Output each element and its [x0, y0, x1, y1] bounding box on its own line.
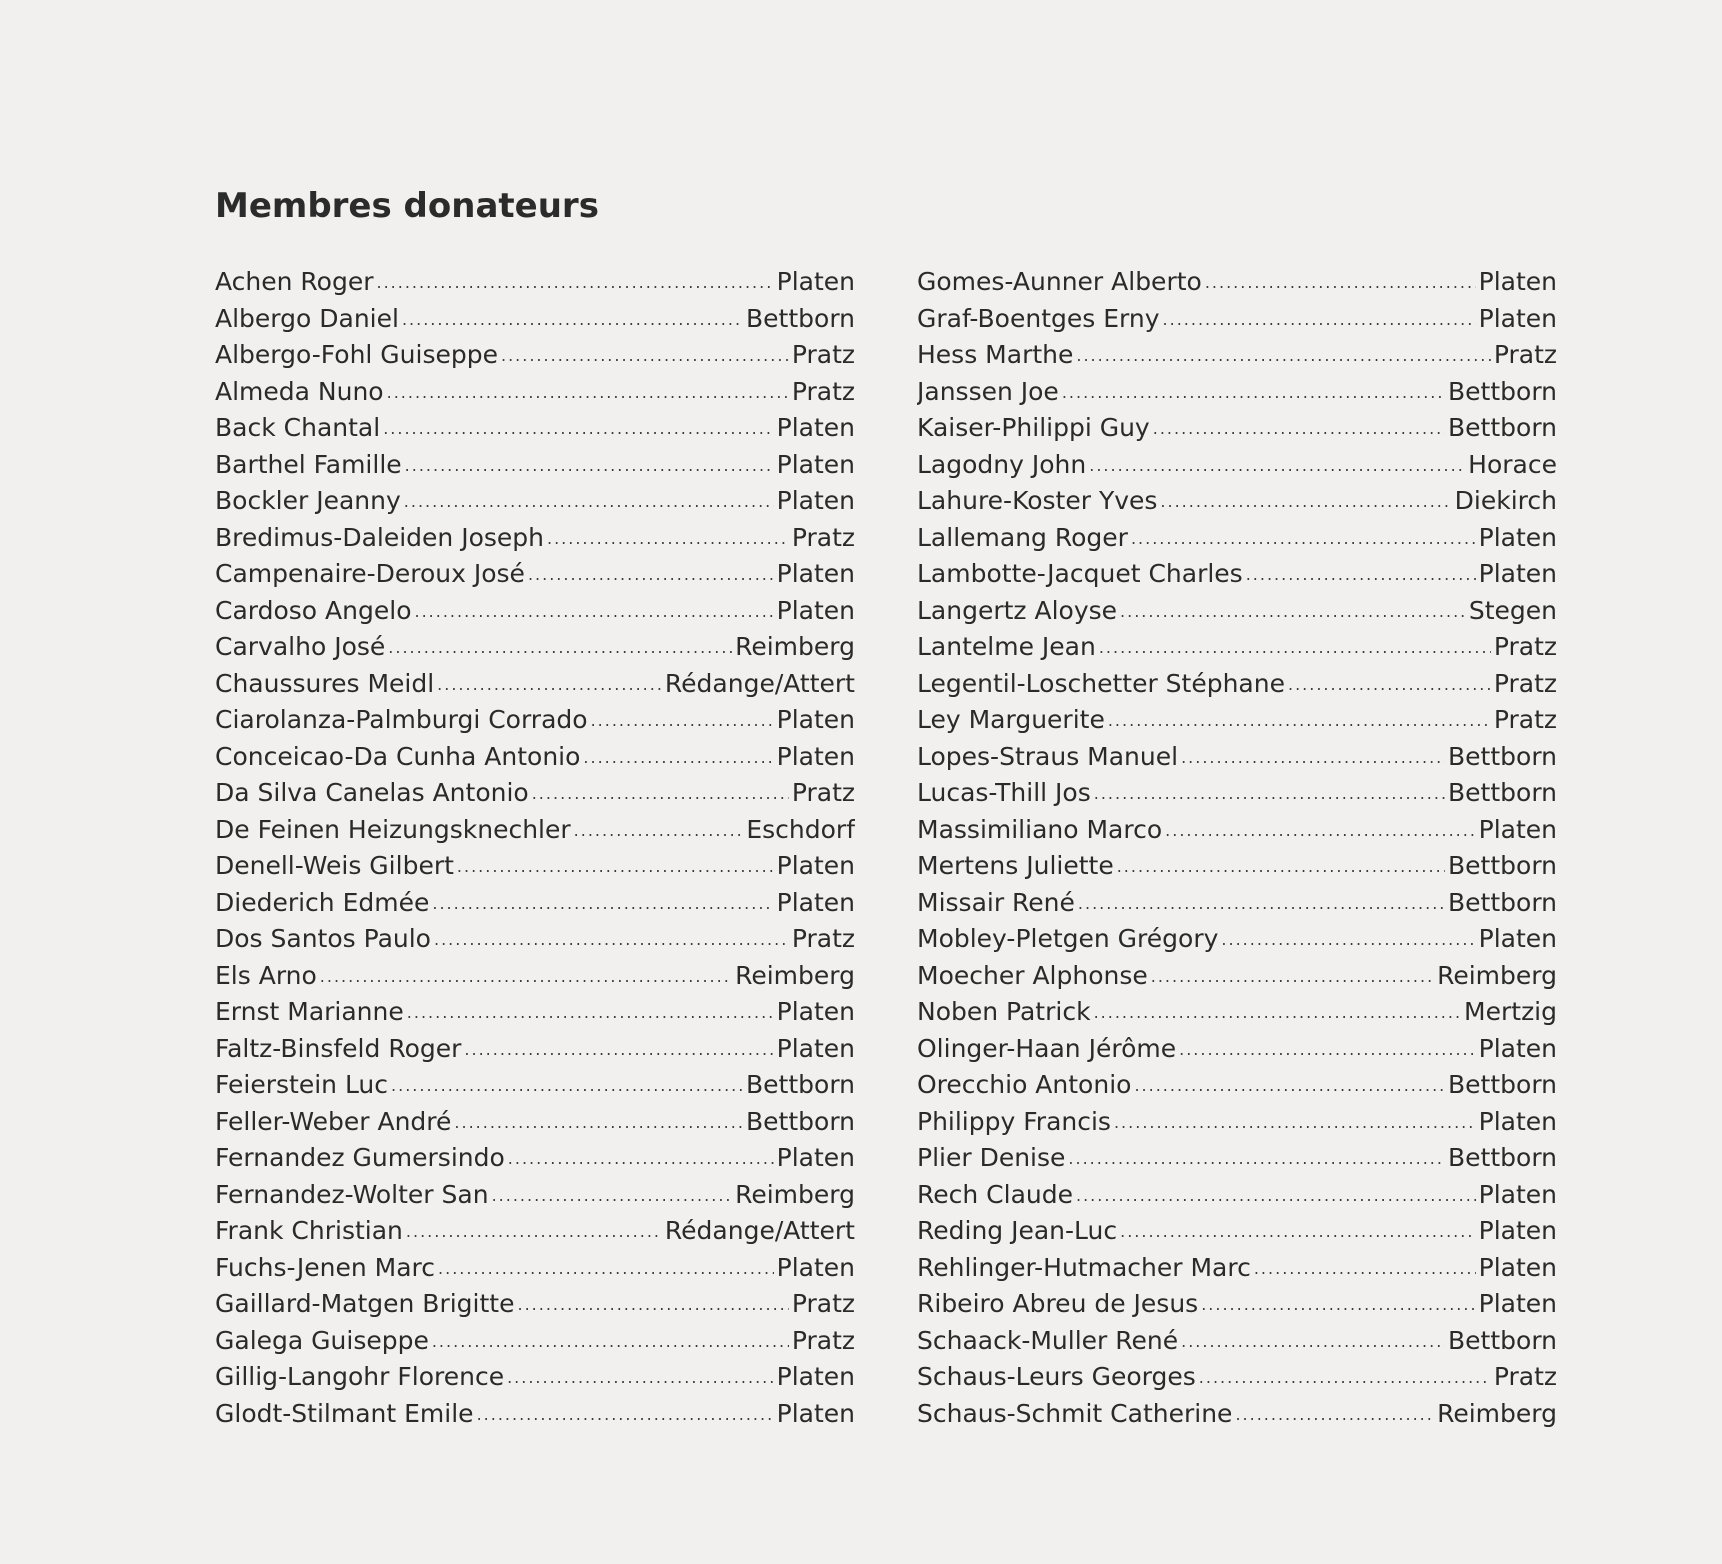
- dot-leader: [1117, 849, 1445, 885]
- dot-leader: [391, 1068, 743, 1104]
- dot-leader: [438, 1251, 774, 1287]
- donor-name: Lagodny John: [917, 449, 1087, 479]
- dot-leader: [406, 1214, 662, 1250]
- donor-row: [215, 739, 855, 776]
- donor-list-right-column: [917, 264, 1557, 1432]
- donor-row: [215, 374, 855, 411]
- dot-leader: [1151, 959, 1434, 995]
- dot-leader: [1205, 265, 1476, 301]
- donor-row: [917, 1177, 1557, 1214]
- dot-leader: [1131, 521, 1476, 557]
- donor-name: Lallemang Roger: [917, 522, 1128, 552]
- donor-list-left-column: [215, 264, 855, 1432]
- donor-name: Feierstein Luc: [215, 1070, 389, 1099]
- donor-name: Massimiliano Marco: [917, 814, 1163, 844]
- donor-name: Schaus-Schmit Catherine: [917, 1398, 1233, 1428]
- donor-name: Lucas-Thill Jos: [917, 778, 1091, 807]
- donor-name: Da Silva Canelas Antonio: [215, 778, 529, 807]
- dot-leader: [1062, 375, 1445, 411]
- donor-row: [917, 1213, 1557, 1250]
- donor-row: [917, 410, 1557, 447]
- donor-name: Noben Patrick: [917, 997, 1091, 1026]
- donor-locality: Platen: [776, 705, 855, 734]
- donor-name: Ley Marguerite: [917, 705, 1105, 734]
- donor-name: Carvalho José: [215, 632, 386, 661]
- donor-row: [917, 1250, 1557, 1287]
- dot-leader: [1089, 448, 1465, 484]
- donor-name: Bredimus-Daleiden Joseph: [215, 522, 544, 552]
- donor-row: [215, 812, 855, 849]
- dot-leader: [1165, 813, 1475, 849]
- dot-leader: [591, 703, 774, 739]
- dot-leader: [1235, 1397, 1434, 1433]
- donor-locality: Platen: [776, 595, 855, 625]
- donor-name: Philippy Francis: [917, 1106, 1111, 1136]
- donor-name: Almeda Nuno: [215, 376, 384, 406]
- dot-leader: [432, 886, 773, 922]
- donor-row: [215, 1177, 855, 1214]
- donor-row: [215, 885, 855, 922]
- dot-leader: [404, 484, 774, 520]
- dot-leader: [377, 265, 774, 301]
- donor-name: Campenaire-Deroux José: [215, 559, 525, 588]
- donor-name: Gaillard-Matgen Brigitte: [215, 1289, 515, 1318]
- donor-locality: Platen: [1478, 303, 1557, 333]
- donor-locality: Reimberg: [735, 1179, 855, 1209]
- dot-leader: [454, 1105, 743, 1141]
- donor-locality: Rédange/Attert: [664, 668, 855, 698]
- donor-locality: Mertzig: [1464, 997, 1557, 1026]
- donor-locality: Platen: [1478, 1216, 1557, 1245]
- donor-locality: Pratz: [791, 778, 855, 807]
- dot-leader: [1120, 1214, 1476, 1250]
- dot-leader: [1254, 1251, 1476, 1287]
- donor-row: [917, 921, 1557, 958]
- dot-leader: [508, 1141, 774, 1177]
- dot-leader: [407, 995, 774, 1031]
- dot-leader: [574, 813, 744, 849]
- donor-locality: Bettborn: [1448, 1070, 1557, 1099]
- donor-row: [917, 1031, 1557, 1068]
- dot-leader: [1199, 1360, 1491, 1396]
- donor-locality: Platen: [776, 851, 855, 880]
- dot-leader: [457, 849, 774, 885]
- dot-leader: [1108, 703, 1491, 739]
- donor-locality: Platen: [776, 1362, 855, 1391]
- donor-name: Fernandez Gumersindo: [215, 1143, 505, 1172]
- donor-row: [215, 337, 855, 374]
- donor-name: De Feinen Heizungsknechler: [215, 814, 571, 844]
- donor-row: [215, 301, 855, 338]
- donor-locality: Reimberg: [735, 960, 855, 990]
- donor-locality: Platen: [1478, 522, 1557, 552]
- donor-name: Lahure-Koster Yves: [917, 486, 1158, 515]
- dot-leader: [1120, 594, 1466, 630]
- donor-locality: Platen: [776, 741, 855, 771]
- donor-row: [917, 374, 1557, 411]
- donor-row: [917, 885, 1557, 922]
- dot-leader: [432, 1324, 789, 1360]
- donor-name: Conceicao-Da Cunha Antonio: [215, 741, 581, 771]
- donor-name: Langertz Aloyse: [917, 595, 1118, 625]
- donor-name: Legentil-Loschetter Stéphane: [917, 668, 1285, 698]
- donor-locality: Platen: [1478, 924, 1557, 953]
- donor-name: Lambotte-Jacquet Charles: [917, 559, 1243, 588]
- donor-locality: Pratz: [1493, 668, 1557, 698]
- donor-locality: Horace: [1468, 449, 1557, 479]
- donor-row: [215, 848, 855, 885]
- donor-row: [917, 593, 1557, 630]
- donor-row: [215, 483, 855, 520]
- dot-leader: [1153, 411, 1445, 447]
- donor-locality: Platen: [776, 449, 855, 479]
- donor-row: [215, 410, 855, 447]
- donor-name: Missair René: [917, 887, 1075, 917]
- donor-row: [917, 629, 1557, 666]
- dot-leader: [1221, 922, 1475, 958]
- donor-name: Mertens Juliette: [917, 851, 1114, 880]
- donor-row: [215, 556, 855, 593]
- donor-row: [215, 447, 855, 484]
- donor-name: Els Arno: [215, 960, 317, 990]
- donor-name: Schaack-Muller René: [917, 1325, 1179, 1355]
- dot-leader: [1078, 886, 1445, 922]
- donor-row: [215, 593, 855, 630]
- donor-row: [917, 337, 1557, 374]
- dot-leader: [1288, 667, 1491, 703]
- donor-locality: Bettborn: [1448, 887, 1557, 917]
- donor-row: [917, 812, 1557, 849]
- dot-leader: [383, 411, 773, 447]
- donor-name: Albergo-Fohl Guiseppe: [215, 340, 498, 369]
- donor-locality: Pratz: [791, 1325, 855, 1355]
- dot-leader: [388, 630, 732, 666]
- dot-leader: [477, 1397, 774, 1433]
- donor-name: Hess Marthe: [917, 340, 1074, 369]
- donor-name: Dos Santos Paulo: [215, 924, 431, 953]
- donor-row: [917, 1359, 1557, 1396]
- donor-locality: Platen: [1478, 814, 1557, 844]
- donor-locality: Bettborn: [1448, 741, 1557, 771]
- donor-name: Mobley-Pletgen Grégory: [917, 924, 1219, 953]
- donor-locality: Bettborn: [1448, 778, 1557, 807]
- donor-name: Bockler Jeanny: [215, 486, 401, 515]
- donor-row: [917, 1323, 1557, 1360]
- donor-locality: Bettborn: [1448, 1325, 1557, 1355]
- donor-row: [215, 921, 855, 958]
- donor-locality: Reimberg: [1437, 1398, 1557, 1428]
- donor-locality: Platen: [1478, 267, 1557, 296]
- dot-leader: [492, 1178, 733, 1214]
- donor-row: [215, 1323, 855, 1360]
- donor-locality: Diekirch: [1454, 486, 1557, 515]
- donor-locality: Pratz: [1493, 705, 1557, 734]
- donor-name: Lopes-Straus Manuel: [917, 741, 1179, 771]
- donor-locality: Bettborn: [1448, 851, 1557, 880]
- donor-locality: Pratz: [791, 924, 855, 953]
- donor-name: Gomes-Aunner Alberto: [917, 267, 1202, 296]
- donor-locality: Pratz: [791, 1289, 855, 1318]
- dot-leader: [507, 1360, 774, 1396]
- donor-locality: Rédange/Attert: [664, 1216, 855, 1245]
- donor-locality: Reimberg: [1437, 960, 1557, 990]
- donor-locality: Platen: [776, 267, 855, 296]
- donor-name: Glodt-Stilmant Emile: [215, 1398, 474, 1428]
- donor-name: Plier Denise: [917, 1143, 1066, 1172]
- donor-name: Diederich Edmée: [215, 887, 430, 917]
- donor-name: Rehlinger-Hutmacher Marc: [917, 1252, 1251, 1282]
- donor-locality: Platen: [1478, 1179, 1557, 1209]
- donor-locality: Platen: [1478, 559, 1557, 588]
- dot-leader: [1134, 1068, 1445, 1104]
- donor-name: Rech Claude: [917, 1179, 1073, 1209]
- dot-leader: [547, 521, 789, 557]
- donor-row: [215, 775, 855, 812]
- donor-locality: Platen: [776, 887, 855, 917]
- donor-locality: Platen: [776, 1033, 855, 1063]
- dot-leader: [434, 922, 789, 958]
- page-title: Membres donateurs: [215, 186, 599, 226]
- donor-row: [215, 1104, 855, 1141]
- donor-name: Barthel Famille: [215, 449, 402, 479]
- dot-leader: [387, 375, 789, 411]
- donor-name: Denell-Weis Gilbert: [215, 851, 454, 880]
- donor-name: Cardoso Angelo: [215, 595, 412, 625]
- donor-locality: Pratz: [1493, 1362, 1557, 1391]
- donor-name: Feller-Weber André: [215, 1106, 452, 1136]
- donor-locality: Platen: [1478, 1106, 1557, 1136]
- donor-locality: Pratz: [791, 522, 855, 552]
- donor-row: [917, 1140, 1557, 1177]
- donor-name: Gillig-Langohr Florence: [215, 1362, 505, 1391]
- donor-row: [215, 1359, 855, 1396]
- donor-name: Kaiser-Philippi Guy: [917, 413, 1150, 442]
- donor-row: [215, 994, 855, 1031]
- dot-leader: [532, 776, 789, 812]
- donor-name: Lantelme Jean: [917, 632, 1096, 661]
- donor-row: [917, 994, 1557, 1031]
- donor-locality: Reimberg: [735, 632, 855, 661]
- donor-row: [917, 301, 1557, 338]
- donor-locality: Bettborn: [746, 1106, 855, 1136]
- donor-row: [917, 1104, 1557, 1141]
- donor-name: Back Chantal: [215, 413, 381, 442]
- dot-leader: [1076, 338, 1490, 374]
- donor-name: Moecher Alphonse: [917, 960, 1148, 990]
- dot-leader: [414, 594, 773, 630]
- donor-name: Fernandez-Wolter San: [215, 1179, 489, 1209]
- donor-row: [215, 520, 855, 557]
- dot-leader: [1160, 484, 1451, 520]
- dot-leader: [464, 1032, 773, 1068]
- donor-locality: Eschdorf: [746, 814, 855, 844]
- donor-name: Janssen Joe: [917, 376, 1059, 406]
- donor-locality: Platen: [776, 997, 855, 1026]
- donor-row: [215, 1396, 855, 1433]
- donor-name: Ciarolanza-Palmburgi Corrado: [215, 705, 588, 734]
- donor-locality: Bettborn: [1448, 1143, 1557, 1172]
- donor-locality: Stegen: [1468, 595, 1557, 625]
- dot-leader: [1094, 776, 1445, 812]
- donor-name: Achen Roger: [215, 267, 374, 296]
- donor-name: Faltz-Binsfeld Roger: [215, 1033, 462, 1063]
- dot-leader: [1068, 1141, 1445, 1177]
- donor-name: Ernst Marianne: [215, 997, 404, 1026]
- dot-leader: [437, 667, 662, 703]
- donor-name: Fuchs-Jenen Marc: [215, 1252, 436, 1282]
- donor-row: [917, 739, 1557, 776]
- donor-row: [215, 1213, 855, 1250]
- dot-leader: [405, 448, 774, 484]
- donor-row: [215, 1067, 855, 1104]
- donor-row: [917, 702, 1557, 739]
- donor-name: Olinger-Haan Jérôme: [917, 1033, 1177, 1063]
- dot-leader: [1179, 1032, 1476, 1068]
- donor-locality: Platen: [776, 559, 855, 588]
- donor-name: Schaus-Leurs Georges: [917, 1362, 1196, 1391]
- donor-row: [215, 1140, 855, 1177]
- donor-name: Chaussures Meidl: [215, 668, 435, 698]
- dot-leader: [1114, 1105, 1476, 1141]
- donor-row: [917, 1396, 1557, 1433]
- donor-locality: Pratz: [1493, 632, 1557, 661]
- donor-row: [215, 264, 855, 301]
- donor-locality: Platen: [776, 1252, 855, 1282]
- dot-leader: [402, 302, 743, 338]
- dot-leader: [501, 338, 789, 374]
- donor-locality: Platen: [776, 486, 855, 515]
- dot-leader: [1099, 630, 1491, 666]
- donor-name: Galega Guiseppe: [215, 1325, 429, 1355]
- donor-row: [917, 556, 1557, 593]
- donor-locality: Bettborn: [1448, 376, 1557, 406]
- donor-name: Ribeiro Abreu de Jesus: [917, 1289, 1199, 1318]
- dot-leader: [528, 557, 774, 593]
- dot-leader: [1201, 1287, 1475, 1323]
- donor-row: [215, 702, 855, 739]
- donor-row: [917, 848, 1557, 885]
- donor-row: [215, 1031, 855, 1068]
- donor-row: [917, 775, 1557, 812]
- donor-locality: Bettborn: [1448, 413, 1557, 442]
- donor-locality: Platen: [1478, 1252, 1557, 1282]
- donor-row: [917, 447, 1557, 484]
- donor-row: [215, 629, 855, 666]
- donor-row: [215, 958, 855, 995]
- donor-row: [917, 264, 1557, 301]
- donor-locality: Pratz: [1493, 340, 1557, 369]
- donor-name: Orecchio Antonio: [917, 1070, 1132, 1099]
- donor-locality: Platen: [1478, 1033, 1557, 1063]
- dot-leader: [583, 740, 773, 776]
- donor-row: [917, 483, 1557, 520]
- donor-row: [215, 666, 855, 703]
- dot-leader: [1246, 557, 1476, 593]
- dot-leader: [1181, 1324, 1445, 1360]
- dot-leader: [1076, 1178, 1476, 1214]
- donor-row: [215, 1250, 855, 1287]
- donor-row: [917, 1286, 1557, 1323]
- donor-row: [917, 1067, 1557, 1104]
- donor-locality: Platen: [776, 1143, 855, 1172]
- donor-locality: Bettborn: [746, 303, 855, 333]
- dot-leader: [1094, 995, 1461, 1031]
- donor-row: [917, 520, 1557, 557]
- donor-locality: Bettborn: [746, 1070, 855, 1099]
- donor-row: [917, 666, 1557, 703]
- donor-locality: Pratz: [791, 376, 855, 406]
- dot-leader: [1163, 302, 1476, 338]
- dot-leader: [320, 959, 732, 995]
- donor-locality: Platen: [776, 413, 855, 442]
- dot-leader: [1181, 740, 1445, 776]
- donor-row: [917, 958, 1557, 995]
- dot-leader: [518, 1287, 789, 1323]
- donor-name: Albergo Daniel: [215, 303, 399, 333]
- donor-name: Frank Christian: [215, 1216, 403, 1245]
- donor-row: [215, 1286, 855, 1323]
- donor-name: Reding Jean-Luc: [917, 1216, 1118, 1245]
- donor-locality: Platen: [776, 1398, 855, 1428]
- donor-locality: Pratz: [791, 340, 855, 369]
- donor-locality: Platen: [1478, 1289, 1557, 1318]
- donor-name: Graf-Boentges Erny: [917, 303, 1160, 333]
